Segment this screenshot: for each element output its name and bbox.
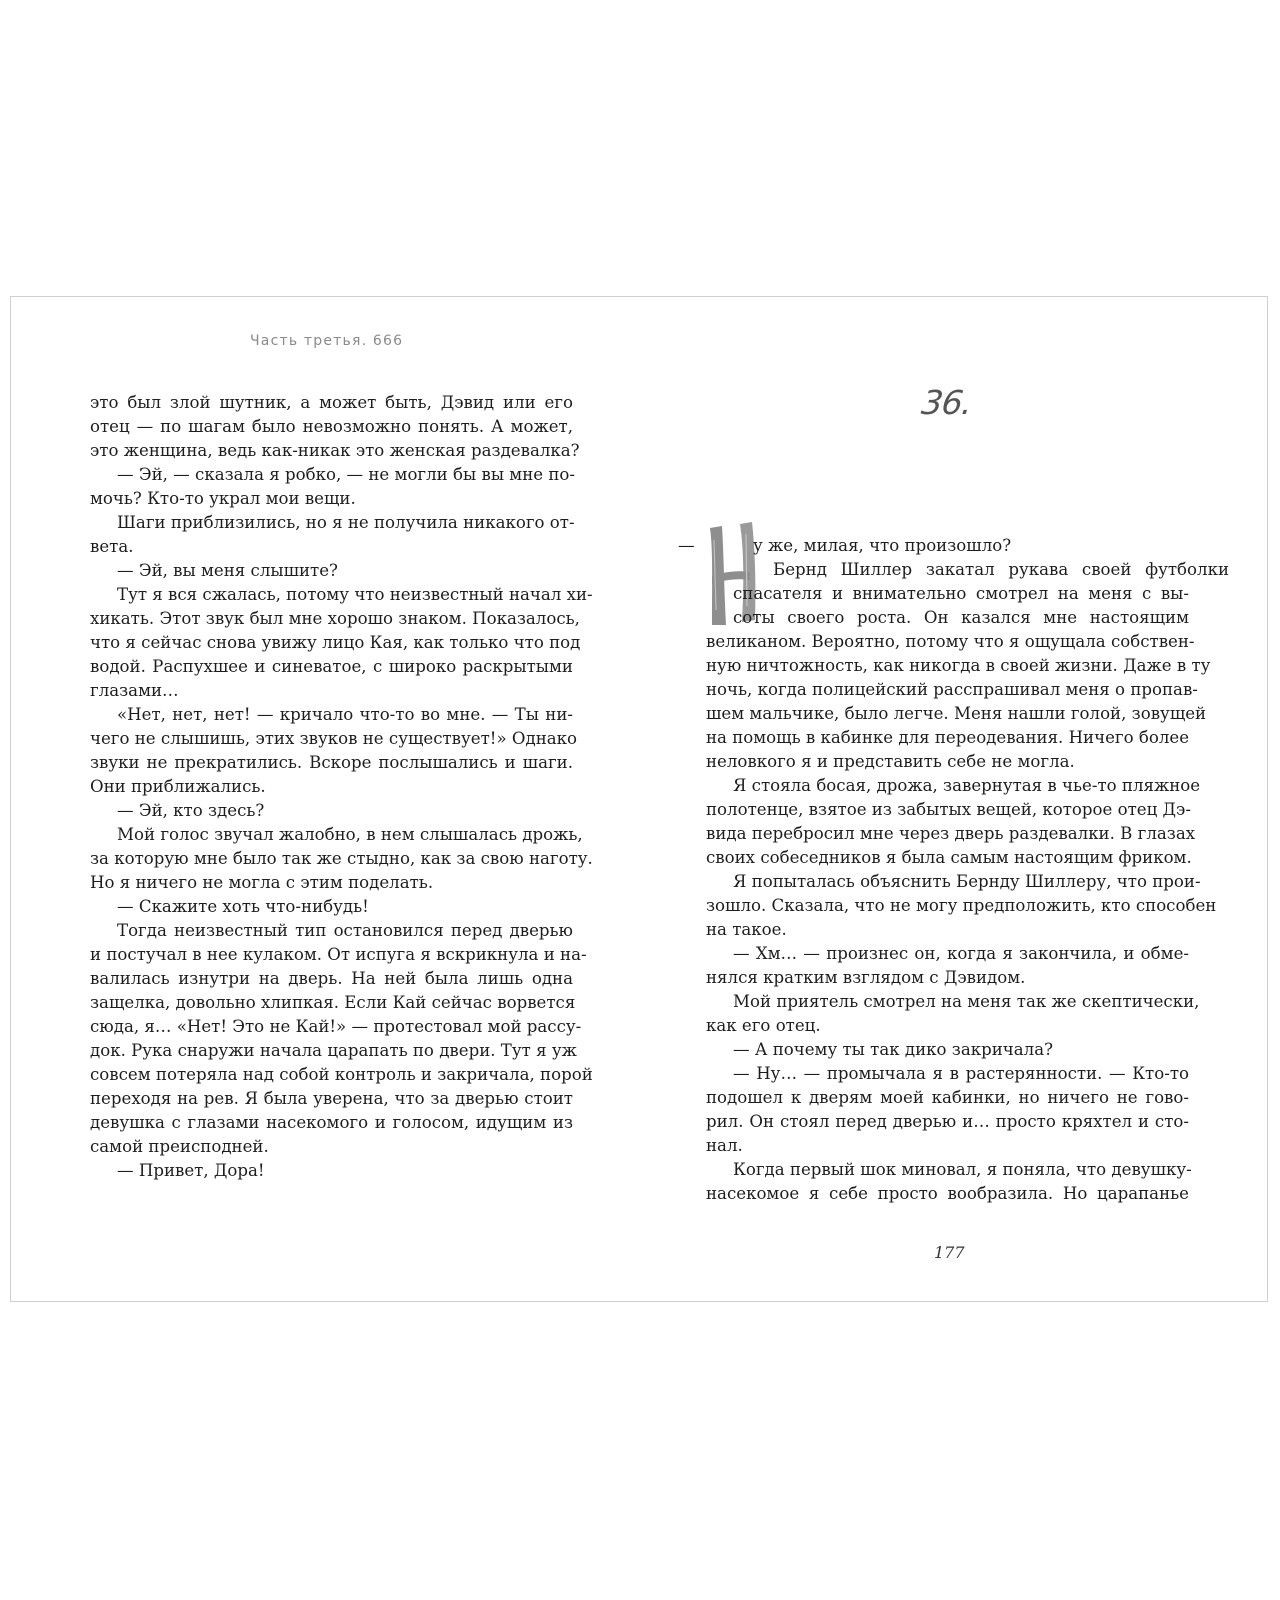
dialogue-dash: —: [678, 536, 695, 555]
text-line: защелка, довольно хлипкая. Если Кай сейчас ворвется: [90, 993, 576, 1012]
text-line: вида перебросил мне через дверь раздевалки. В глазах: [706, 824, 1196, 843]
text-line: — Скажите хоть что-нибудь!: [117, 897, 369, 916]
text-line: полотенце, взятое из забытых вещей, которое отец Дэ-: [706, 800, 1191, 819]
text-line: это женщина, ведь как-никак это женская раздевалка?: [90, 441, 580, 460]
text-line: чего не слышишь, этих звуков не существует!» Однако: [90, 729, 578, 748]
text-line: сюда, я… «Нет! Это не Кай!» — протестовал мой рассу-: [90, 1017, 582, 1036]
text-line: на помощь в кабинке для переодевания. Ничего более: [706, 728, 1190, 747]
text-line: — А почему ты так дико закричала?: [733, 1040, 1053, 1059]
text-line: насекомое я себе просто вообразила. Но царапанье: [706, 1184, 1189, 1203]
text-line: вета.: [90, 537, 134, 556]
text-line: нялся кратким взглядом с Дэвидом.: [706, 968, 1026, 987]
text-line: неловкого я и представить себе не могла.: [706, 752, 1075, 771]
text-line: Мой голос звучал жалобно, в нем слышалась дрожь,: [117, 825, 583, 844]
text-line: это был злой шутник, а может быть, Дэвид или его: [90, 393, 573, 412]
right-page-text: [706, 534, 1229, 1206]
text-line: Мой приятель смотрел на меня так же скептически,: [733, 992, 1200, 1011]
text-line: рил. Он стоял перед дверью и… просто кряхтел и сто-: [706, 1112, 1189, 1131]
text-line: — Эй, — сказала я робко, — не могли бы вы мне по-: [117, 465, 576, 484]
text-line: ночь, когда полицейский расспрашивал меня о пропав-: [706, 680, 1198, 699]
text-line: Но я ничего не могла с этим поделать.: [90, 873, 434, 892]
text-line: Когда первый шок миновал, я поняла, что девушку-: [733, 1160, 1192, 1179]
text-line: хикать. Этот звук был мне хорошо знаком. Показалось,: [90, 609, 580, 628]
text-line: девушка с глазами насекомого и голосом, идущим из: [90, 1113, 573, 1132]
text-line: спасателя и внимательно смотрел на меня с вы-: [733, 584, 1189, 603]
text-line: шем мальчике, было легче. Меня нашли голой, зовущей: [706, 704, 1207, 723]
text-line: зошло. Сказала, что не могу предположить, кто способен: [706, 896, 1217, 915]
page-number: 177: [934, 1243, 965, 1262]
text-line: — Эй, кто здесь?: [117, 801, 265, 820]
text-line: глазами…: [90, 681, 179, 700]
text-line: — Эй, вы меня слышите?: [117, 561, 338, 580]
left-page-text: [90, 391, 593, 1183]
text-line: ную ничтожность, как никогда в своей жизни. Даже в ту: [706, 656, 1211, 675]
text-line: нал.: [706, 1136, 743, 1155]
text-line: док. Рука снаружи начала царапать по двери. Тут я уж: [90, 1041, 577, 1060]
text-line: соты своего роста. Он казался мне настоящим: [733, 608, 1189, 627]
text-line: Бернд Шиллер закатал рукава своей футболки: [773, 560, 1229, 579]
text-line: Тут я вся сжалась, потому что неизвестный начал хи-: [117, 585, 593, 604]
text-line: как его отец.: [706, 1016, 821, 1035]
text-line: Шаги приблизились, но я не получила никакого от-: [117, 513, 575, 532]
text-line: — Ну… — промычала я в растерянности. — Кто-то: [733, 1064, 1189, 1083]
text-line: совсем потеряла над собой контроль и закричала, порой: [90, 1065, 593, 1084]
text-line: Я попыталась объяснить Бернду Шиллеру, что прои-: [733, 872, 1201, 891]
text-line: за которую мне было так же стыдно, как за свою наготу.: [90, 849, 593, 868]
text-line: у же, милая, что произошло?: [753, 536, 1012, 555]
text-line: отец — по шагам было невозможно понять. А может,: [90, 417, 573, 436]
text-line: своих собеседников я была самым настоящим фриком.: [706, 848, 1192, 867]
text-line: переходя на рев. Я была уверена, что за дверью стоит: [90, 1089, 573, 1108]
chapter-number: 36.: [919, 383, 975, 422]
text-line: и постучал в нее кулаком. От испуга я вскрикнула и на-: [90, 945, 587, 964]
text-line: подошел к дверям моей кабинки, но ничего не гово-: [706, 1088, 1189, 1107]
text-line: валилась изнутри на дверь. На ней была лишь одна: [90, 969, 573, 988]
text-line: водой. Распухшее и синеватое, с широко раскрытыми: [90, 657, 573, 676]
text-line: мочь? Кто-то украл мои вещи.: [90, 489, 356, 508]
running-head: Часть третья. 666: [250, 333, 404, 349]
text-line: Тогда неизвестный тип остановился перед дверью: [117, 921, 573, 940]
text-line: Я стояла босая, дрожа, завернутая в чье-то пляжное: [733, 776, 1201, 795]
text-line: на такое.: [706, 920, 787, 939]
text-line: самой преисподней.: [90, 1137, 269, 1156]
text-line: звуки не прекратились. Вскоре послышались и шаги.: [90, 753, 573, 772]
text-line: — Привет, Дора!: [117, 1161, 265, 1180]
text-line: «Нет, нет, нет! — кричало что-то во мне. — Ты ни-: [117, 705, 573, 724]
text-line: Они приближались.: [90, 777, 266, 796]
text-line: — Хм… — произнес он, когда я закончила, и обме-: [733, 944, 1189, 963]
text-line: что я сейчас снова увижу лицо Кая, как только что под: [90, 633, 581, 652]
text-line: великаном. Вероятно, потому что я ощущала собствен-: [706, 632, 1195, 651]
